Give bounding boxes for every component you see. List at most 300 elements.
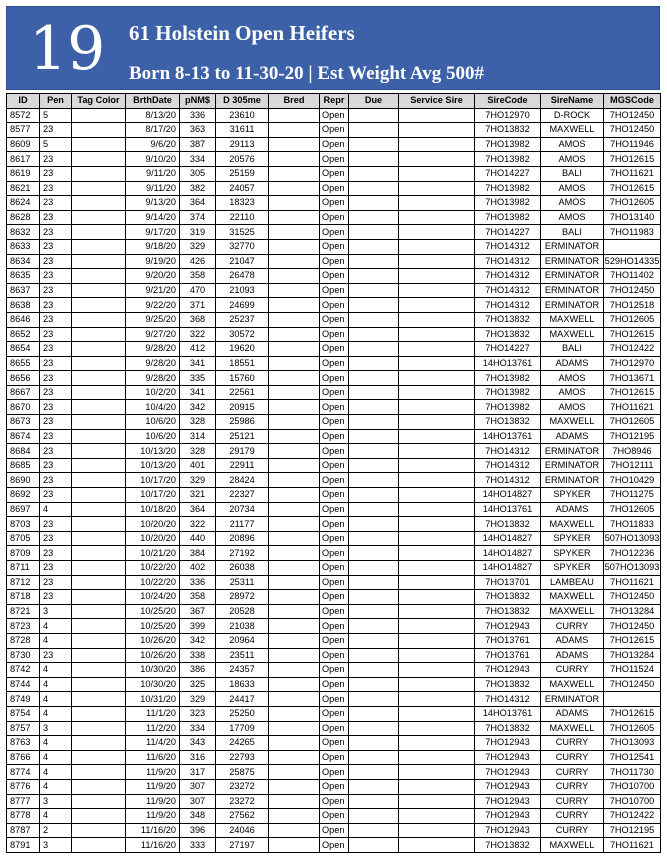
- cell-repr: Open: [320, 794, 349, 809]
- cell-service-sire: [399, 561, 475, 576]
- cell-id: 8763: [7, 736, 40, 751]
- cell-due: [349, 794, 399, 809]
- cell-due: [349, 239, 399, 254]
- cell-service-sire: [399, 196, 475, 211]
- cell-due: [349, 736, 399, 751]
- cell-pnm: 364: [180, 196, 216, 211]
- cell-id: 8635: [7, 269, 40, 284]
- cell-tag-color: [72, 458, 126, 473]
- cell-sire-name: MAXWELL: [541, 721, 604, 736]
- cell-pen: 3: [40, 794, 72, 809]
- cell-pen: 23: [40, 312, 72, 327]
- cell-repr: Open: [320, 342, 349, 357]
- cell-sire-code: 7HO14312: [475, 239, 541, 254]
- cell-pen: 23: [40, 196, 72, 211]
- cell-service-sire: [399, 298, 475, 313]
- cell-pnm: 307: [180, 779, 216, 794]
- cell-bred: [269, 736, 320, 751]
- cell-service-sire: [399, 123, 475, 138]
- cell-tag-color: [72, 356, 126, 371]
- cell-tag-color: [72, 575, 126, 590]
- cell-bred: [269, 502, 320, 517]
- cell-pnm: 314: [180, 429, 216, 444]
- cell-pnm: 336: [180, 575, 216, 590]
- cell-tag-color: [72, 590, 126, 605]
- cell-sire-name: BALI: [541, 342, 604, 357]
- cell-service-sire: [399, 794, 475, 809]
- cell-birth-date: 10/18/20: [126, 502, 180, 517]
- table-row: [7, 283, 661, 298]
- cell-id: 8628: [7, 210, 40, 225]
- cell-d305me: 22110: [216, 210, 269, 225]
- cell-bred: [269, 590, 320, 605]
- cell-sire-code: 7HO12943: [475, 823, 541, 838]
- cell-mgs-code: 7HO12422: [604, 342, 661, 357]
- cell-mgs-code: 7HO12422: [604, 809, 661, 824]
- cell-id: 8705: [7, 531, 40, 546]
- cell-pnm: 323: [180, 706, 216, 721]
- cell-service-sire: [399, 663, 475, 678]
- col-due: Due: [349, 94, 399, 109]
- col-pen: Pen: [40, 94, 72, 109]
- cell-tag-color: [72, 283, 126, 298]
- cell-repr: Open: [320, 531, 349, 546]
- cell-repr: Open: [320, 838, 349, 853]
- cell-pen: 23: [40, 239, 72, 254]
- table-row: [7, 429, 661, 444]
- cell-sire-name: MAXWELL: [541, 604, 604, 619]
- table-row: [7, 385, 661, 400]
- cell-d305me: 18633: [216, 677, 269, 692]
- cell-birth-date: 10/25/20: [126, 604, 180, 619]
- cell-birth-date: 9/25/20: [126, 312, 180, 327]
- cell-due: [349, 210, 399, 225]
- table-row: [7, 561, 661, 576]
- cell-tag-color: [72, 838, 126, 853]
- cell-mgs-code: [604, 692, 661, 707]
- cell-bred: [269, 181, 320, 196]
- cell-sire-code: 7HO13982: [475, 181, 541, 196]
- cell-sire-name: CURRY: [541, 794, 604, 809]
- cell-d305me: 24417: [216, 692, 269, 707]
- cell-birth-date: 10/20/20: [126, 517, 180, 532]
- table-row: [7, 444, 661, 459]
- table-row: [7, 721, 661, 736]
- cell-mgs-code: 7HO12195: [604, 823, 661, 838]
- cell-sire-code: 7HO12970: [475, 108, 541, 123]
- cell-service-sire: [399, 838, 475, 853]
- cell-d305me: 29179: [216, 444, 269, 459]
- cell-pen: 23: [40, 210, 72, 225]
- cell-sire-name: MAXWELL: [541, 838, 604, 853]
- cell-id: 8684: [7, 444, 40, 459]
- cell-birth-date: 10/22/20: [126, 575, 180, 590]
- table-row: [7, 269, 661, 284]
- cell-d305me: 21093: [216, 283, 269, 298]
- cell-birth-date: 9/20/20: [126, 269, 180, 284]
- cell-bred: [269, 356, 320, 371]
- cell-repr: Open: [320, 473, 349, 488]
- cell-service-sire: [399, 517, 475, 532]
- cell-d305me: 17709: [216, 721, 269, 736]
- cell-due: [349, 342, 399, 357]
- cell-due: [349, 619, 399, 634]
- cell-id: 8742: [7, 663, 40, 678]
- cell-bred: [269, 283, 320, 298]
- cell-pnm: 328: [180, 444, 216, 459]
- cell-mgs-code: 7HO12615: [604, 181, 661, 196]
- cell-service-sire: [399, 575, 475, 590]
- cell-pen: 4: [40, 779, 72, 794]
- col-tag-color: Tag Color: [72, 94, 126, 109]
- cell-repr: Open: [320, 809, 349, 824]
- cell-due: [349, 152, 399, 167]
- cell-id: 8703: [7, 517, 40, 532]
- cell-service-sire: [399, 400, 475, 415]
- cell-d305me: 29113: [216, 137, 269, 152]
- lot-subtitle: Born 8-13 to 11-30-20 | Est Weight Avg 500#: [129, 63, 484, 84]
- cell-d305me: 25121: [216, 429, 269, 444]
- cell-repr: Open: [320, 254, 349, 269]
- cell-sire-name: CURRY: [541, 750, 604, 765]
- cell-service-sire: [399, 371, 475, 386]
- cell-tag-color: [72, 692, 126, 707]
- cell-sire-code: 7HO12943: [475, 779, 541, 794]
- cell-id: 8791: [7, 838, 40, 853]
- cell-bred: [269, 225, 320, 240]
- cell-pnm: 364: [180, 502, 216, 517]
- cell-pnm: 371: [180, 298, 216, 313]
- cell-sire-name: ERMINATOR: [541, 269, 604, 284]
- cell-mgs-code: 7HO12195: [604, 429, 661, 444]
- cell-mgs-code: 7HO11402: [604, 269, 661, 284]
- cell-mgs-code: 7HO11983: [604, 225, 661, 240]
- cell-d305me: 18323: [216, 196, 269, 211]
- cell-d305me: 22911: [216, 458, 269, 473]
- cell-tag-color: [72, 210, 126, 225]
- cell-sire-code: 7HO13982: [475, 152, 541, 167]
- cell-tag-color: [72, 181, 126, 196]
- cell-sire-code: 7HO13982: [475, 210, 541, 225]
- cell-sire-name: CURRY: [541, 779, 604, 794]
- cell-pnm: 367: [180, 604, 216, 619]
- cell-bred: [269, 604, 320, 619]
- cell-d305me: 27192: [216, 546, 269, 561]
- cell-birth-date: 11/16/20: [126, 823, 180, 838]
- cell-bred: [269, 166, 320, 181]
- cell-sire-code: 7HO12943: [475, 765, 541, 780]
- cell-due: [349, 750, 399, 765]
- cell-d305me: 15760: [216, 371, 269, 386]
- cell-birth-date: 9/11/20: [126, 166, 180, 181]
- table-row: [7, 838, 661, 853]
- cell-due: [349, 721, 399, 736]
- cell-repr: Open: [320, 604, 349, 619]
- cell-repr: Open: [320, 371, 349, 386]
- cell-tag-color: [72, 561, 126, 576]
- cell-tag-color: [72, 415, 126, 430]
- cell-tag-color: [72, 298, 126, 313]
- cell-birth-date: 10/20/20: [126, 531, 180, 546]
- cell-bred: [269, 137, 320, 152]
- cell-pnm: 374: [180, 210, 216, 225]
- cell-birth-date: 9/13/20: [126, 196, 180, 211]
- cell-pnm: 382: [180, 181, 216, 196]
- cell-bred: [269, 196, 320, 211]
- cell-bred: [269, 400, 320, 415]
- cell-d305me: 24057: [216, 181, 269, 196]
- cell-repr: Open: [320, 677, 349, 692]
- cell-due: [349, 327, 399, 342]
- cell-tag-color: [72, 137, 126, 152]
- cell-id: 8617: [7, 152, 40, 167]
- cell-repr: Open: [320, 736, 349, 751]
- cell-repr: Open: [320, 298, 349, 313]
- cell-sire-name: CURRY: [541, 736, 604, 751]
- cell-pen: 23: [40, 488, 72, 503]
- table-row: [7, 473, 661, 488]
- table-row: [7, 458, 661, 473]
- cell-id: 8572: [7, 108, 40, 123]
- cell-due: [349, 298, 399, 313]
- table-row: [7, 210, 661, 225]
- cell-repr: Open: [320, 663, 349, 678]
- cell-birth-date: 10/13/20: [126, 444, 180, 459]
- cell-pen: 23: [40, 181, 72, 196]
- cell-repr: Open: [320, 269, 349, 284]
- cell-pnm: 343: [180, 736, 216, 751]
- cell-id: 8711: [7, 561, 40, 576]
- cell-pnm: 336: [180, 108, 216, 123]
- cell-bred: [269, 619, 320, 634]
- cell-id: 8655: [7, 356, 40, 371]
- cell-d305me: 20528: [216, 604, 269, 619]
- cell-pnm: 363: [180, 123, 216, 138]
- cell-pen: 23: [40, 648, 72, 663]
- cell-mgs-code: 7HO12615: [604, 633, 661, 648]
- cell-due: [349, 809, 399, 824]
- cell-sire-name: ERMINATOR: [541, 239, 604, 254]
- cell-pen: 3: [40, 721, 72, 736]
- cell-bred: [269, 794, 320, 809]
- table-row: [7, 531, 661, 546]
- cell-repr: Open: [320, 648, 349, 663]
- cell-repr: Open: [320, 619, 349, 634]
- cell-sire-code: 14HO13761: [475, 356, 541, 371]
- cell-d305me: 31611: [216, 123, 269, 138]
- cell-pen: 4: [40, 765, 72, 780]
- cell-service-sire: [399, 706, 475, 721]
- cell-id: 8656: [7, 371, 40, 386]
- cell-d305me: 20734: [216, 502, 269, 517]
- lot-title: 61 Holstein Open Heifers: [129, 21, 355, 45]
- cell-id: 8690: [7, 473, 40, 488]
- cell-d305me: 25875: [216, 765, 269, 780]
- cell-sire-name: SPYKER: [541, 531, 604, 546]
- cell-d305me: 27197: [216, 838, 269, 853]
- cell-birth-date: 9/14/20: [126, 210, 180, 225]
- cell-repr: Open: [320, 356, 349, 371]
- cell-id: 8619: [7, 166, 40, 181]
- cell-id: 8670: [7, 400, 40, 415]
- cell-pnm: 305: [180, 166, 216, 181]
- cell-pnm: 470: [180, 283, 216, 298]
- table-row: [7, 254, 661, 269]
- cell-mgs-code: 7HO12450: [604, 123, 661, 138]
- cell-id: 8673: [7, 415, 40, 430]
- cell-sire-code: 7HO12943: [475, 736, 541, 751]
- cell-mgs-code: 7HO8946: [604, 444, 661, 459]
- cell-due: [349, 371, 399, 386]
- cell-id: 8766: [7, 750, 40, 765]
- cell-bred: [269, 458, 320, 473]
- cell-pnm: 329: [180, 473, 216, 488]
- cell-pen: 23: [40, 590, 72, 605]
- cell-id: 8634: [7, 254, 40, 269]
- cell-pen: 23: [40, 327, 72, 342]
- cell-due: [349, 415, 399, 430]
- cell-d305me: 20915: [216, 400, 269, 415]
- cell-sire-code: 7HO13832: [475, 415, 541, 430]
- cell-bred: [269, 517, 320, 532]
- cell-tag-color: [72, 400, 126, 415]
- table-row: [7, 502, 661, 517]
- cell-repr: Open: [320, 458, 349, 473]
- cell-pen: 5: [40, 108, 72, 123]
- cell-id: 8674: [7, 429, 40, 444]
- cell-tag-color: [72, 166, 126, 181]
- cell-service-sire: [399, 254, 475, 269]
- cell-birth-date: 11/9/20: [126, 809, 180, 824]
- table-row: [7, 736, 661, 751]
- col-sire-code: SireCode: [475, 94, 541, 109]
- cell-pnm: 338: [180, 648, 216, 663]
- cell-bred: [269, 809, 320, 824]
- cell-pen: 4: [40, 692, 72, 707]
- cell-tag-color: [72, 546, 126, 561]
- cell-service-sire: [399, 181, 475, 196]
- cell-due: [349, 823, 399, 838]
- cell-tag-color: [72, 108, 126, 123]
- cell-due: [349, 575, 399, 590]
- cell-sire-code: 7HO14312: [475, 458, 541, 473]
- cell-due: [349, 444, 399, 459]
- cell-tag-color: [72, 531, 126, 546]
- cell-d305me: 20896: [216, 531, 269, 546]
- cell-repr: Open: [320, 444, 349, 459]
- cell-id: 8757: [7, 721, 40, 736]
- cell-sire-code: 14HO14827: [475, 488, 541, 503]
- cell-bred: [269, 706, 320, 721]
- cell-bred: [269, 327, 320, 342]
- cell-mgs-code: 7HO12605: [604, 721, 661, 736]
- cell-sire-name: ADAMS: [541, 429, 604, 444]
- cell-tag-color: [72, 269, 126, 284]
- cell-pnm: 316: [180, 750, 216, 765]
- cell-repr: Open: [320, 575, 349, 590]
- cell-d305me: 20964: [216, 633, 269, 648]
- cell-due: [349, 473, 399, 488]
- cell-tag-color: [72, 823, 126, 838]
- table-row: [7, 298, 661, 313]
- cell-repr: Open: [320, 210, 349, 225]
- table-row: [7, 342, 661, 357]
- cell-sire-name: ERMINATOR: [541, 473, 604, 488]
- cell-tag-color: [72, 750, 126, 765]
- cell-sire-name: ADAMS: [541, 633, 604, 648]
- cell-pen: 4: [40, 619, 72, 634]
- cell-pen: 23: [40, 298, 72, 313]
- cell-tag-color: [72, 312, 126, 327]
- cell-pnm: 342: [180, 633, 216, 648]
- cell-due: [349, 269, 399, 284]
- cell-mgs-code: 7HO12518: [604, 298, 661, 313]
- cell-pnm: 368: [180, 312, 216, 327]
- cell-pen: 23: [40, 458, 72, 473]
- cell-pnm: 322: [180, 517, 216, 532]
- cell-sire-name: AMOS: [541, 181, 604, 196]
- cell-mgs-code: 7HO12450: [604, 619, 661, 634]
- cell-bred: [269, 838, 320, 853]
- cell-service-sire: [399, 415, 475, 430]
- cell-pnm: 322: [180, 327, 216, 342]
- cell-pen: 23: [40, 269, 72, 284]
- table-row: [7, 604, 661, 619]
- cell-mgs-code: 7HO10700: [604, 794, 661, 809]
- cell-tag-color: [72, 371, 126, 386]
- cell-sire-code: 7HO13832: [475, 604, 541, 619]
- cell-tag-color: [72, 604, 126, 619]
- table-row: [7, 765, 661, 780]
- cell-tag-color: [72, 663, 126, 678]
- cell-id: 8776: [7, 779, 40, 794]
- cell-pen: 4: [40, 663, 72, 678]
- cell-id: 8609: [7, 137, 40, 152]
- cell-sire-code: 7HO13982: [475, 137, 541, 152]
- table-row: [7, 181, 661, 196]
- cell-d305me: 18551: [216, 356, 269, 371]
- cell-id: 8744: [7, 677, 40, 692]
- table-row: [7, 648, 661, 663]
- cell-bred: [269, 123, 320, 138]
- cell-mgs-code: 7HO12615: [604, 327, 661, 342]
- cell-sire-code: 7HO14312: [475, 254, 541, 269]
- cell-sire-code: 7HO13832: [475, 123, 541, 138]
- cell-sire-name: CURRY: [541, 765, 604, 780]
- cell-sire-name: AMOS: [541, 371, 604, 386]
- cell-tag-color: [72, 196, 126, 211]
- cell-id: 8718: [7, 590, 40, 605]
- cell-sire-code: 7HO13761: [475, 648, 541, 663]
- table-row: [7, 619, 661, 634]
- cell-pnm: 334: [180, 152, 216, 167]
- cell-service-sire: [399, 488, 475, 503]
- cell-d305me: 25311: [216, 575, 269, 590]
- table-row: [7, 575, 661, 590]
- cell-due: [349, 254, 399, 269]
- cell-birth-date: 11/1/20: [126, 706, 180, 721]
- cell-bred: [269, 561, 320, 576]
- cell-service-sire: [399, 225, 475, 240]
- cell-bred: [269, 371, 320, 386]
- col-repr: Repr: [320, 94, 349, 109]
- cell-due: [349, 429, 399, 444]
- cell-service-sire: [399, 458, 475, 473]
- cell-bred: [269, 415, 320, 430]
- cell-repr: Open: [320, 706, 349, 721]
- cell-pnm: 387: [180, 137, 216, 152]
- cell-pen: 23: [40, 152, 72, 167]
